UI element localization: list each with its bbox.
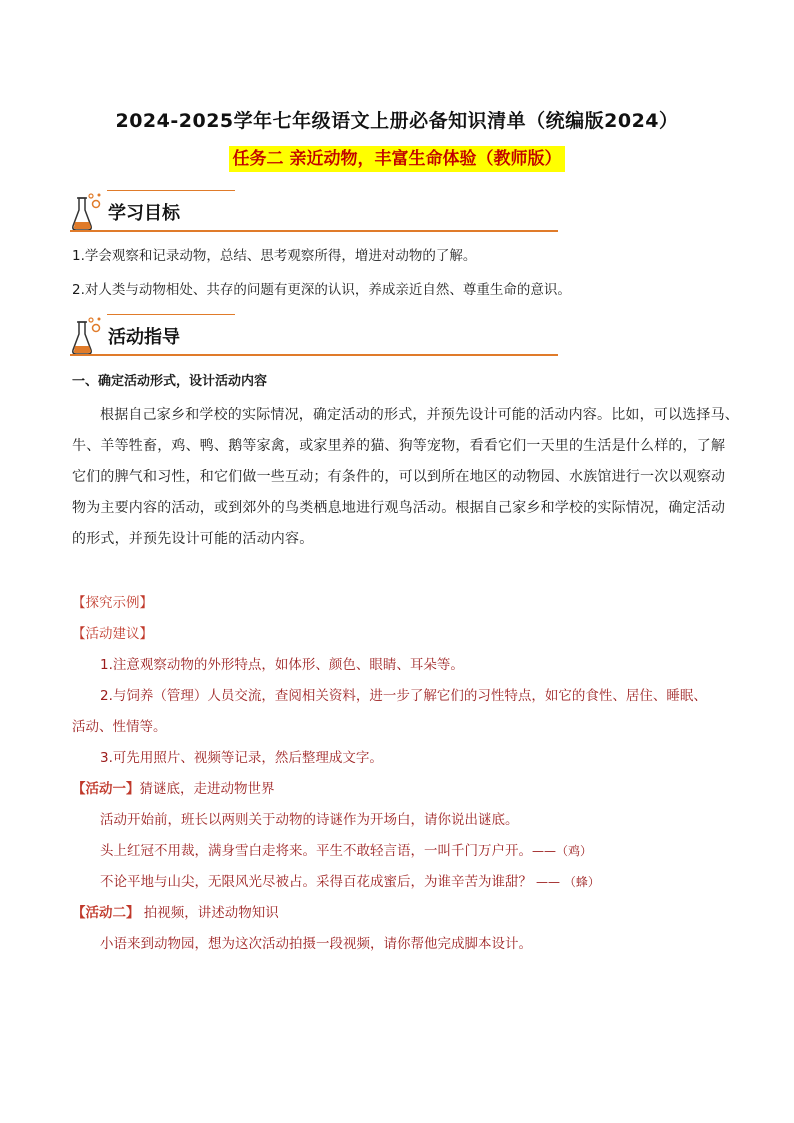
section-heading-goals xyxy=(70,190,558,234)
suggestion-item: 1.注意观察动物的外形特点，如体形、颜色、眼睛、耳朵等。 xyxy=(100,657,464,673)
example-tag: 【探究示例】 xyxy=(72,595,153,611)
document-subtitle: 任务二 亲近动物，丰富生命体验（教师版） xyxy=(229,146,566,172)
riddle-answer: —— （蜂） xyxy=(536,875,600,889)
activity-two-tag: 【活动二】 xyxy=(72,905,140,921)
activity-one-tag: 【活动一】 xyxy=(72,781,140,797)
riddle-text: 头上红冠不用裁，满身雪白走将来。平生不敢轻言语，一叫千门万户开。 xyxy=(100,843,532,859)
goal-item: 1.学会观察和记录动物，总结、思考观察所得，增进对动物的了解。 xyxy=(72,248,477,264)
suggestion-item: 3.可先用照片、视频等记录，然后整理成文字。 xyxy=(100,750,383,766)
section-heading-label: 活动指导 xyxy=(108,327,180,348)
riddle-line xyxy=(100,873,600,891)
suggestion-item: 活动、性情等。 xyxy=(72,719,167,735)
suggest-tag: 【活动建议】 xyxy=(72,626,153,642)
guide-heading: 一、确定活动形式，设计活动内容 xyxy=(72,374,268,389)
activity-two-title: 拍视频，讲述动物知识 xyxy=(139,905,279,921)
heading-top-line xyxy=(107,190,235,191)
riddle-answer: ——（鸡） xyxy=(532,844,593,858)
subtitle-wrap xyxy=(0,146,794,172)
paragraph-line: 根据自己家乡和学校的实际情况，确定活动的形式，并预先设计可能的活动内容。比如，可以选择马、 xyxy=(100,407,739,423)
section-heading-label: 学习目标 xyxy=(108,203,180,224)
riddle-text: 不论平地与山尖，无限风光尽被占。采得百花成蜜后，为谁辛苦为谁甜？ xyxy=(100,874,532,890)
activity-one-title: 猜谜底，走进动物世界 xyxy=(139,781,275,797)
paragraph-line: 物为主要内容的活动，或到郊外的鸟类栖息地进行观鸟活动。根据自己家乡和学校的实际情况，确定活动 xyxy=(72,500,726,516)
goal-item: 2.对人类与动物相处、共存的问题有更深的认识，养成亲近自然、尊重生命的意识。 xyxy=(72,282,571,298)
suggestion-item: 2.与饲养（管理）人员交流，查阅相关资料，进一步了解它们的习性特点，如它的食性、居住、睡眠、 xyxy=(100,688,707,704)
document-title: 2024-2025学年七年级语文上册必备知识清单（统编版2024） xyxy=(115,110,679,132)
paragraph-line: 它们的脾气和习性，和它们做一些互动；有条件的，可以到所在地区的动物园、水族馆进行一次以观察动 xyxy=(72,469,726,485)
flask-icon xyxy=(70,192,104,232)
heading-rule xyxy=(70,354,558,356)
activity-one-heading xyxy=(72,780,275,798)
activity-two-heading xyxy=(72,904,279,922)
heading-top-line xyxy=(107,314,235,315)
activity-one-intro: 活动开始前，班长以两则关于动物的诗谜作为开场白，请你说出谜底。 xyxy=(100,812,519,828)
paragraph-line: 牛、羊等牲畜，鸡、鸭、鹅等家禽，或家里养的猫、狗等宠物，看看它们一天里的生活是什么样的，了解 xyxy=(72,438,726,454)
heading-rule xyxy=(70,230,558,232)
flask-icon xyxy=(70,316,104,356)
section-heading-guide xyxy=(70,314,558,358)
riddle-line xyxy=(100,842,592,860)
paragraph-line: 的形式，并预先设计可能的活动内容。 xyxy=(72,531,314,547)
activity-two-intro: 小语来到动物园，想为这次活动拍摄一段视频，请你帮他完成脚本设计。 xyxy=(100,936,532,952)
